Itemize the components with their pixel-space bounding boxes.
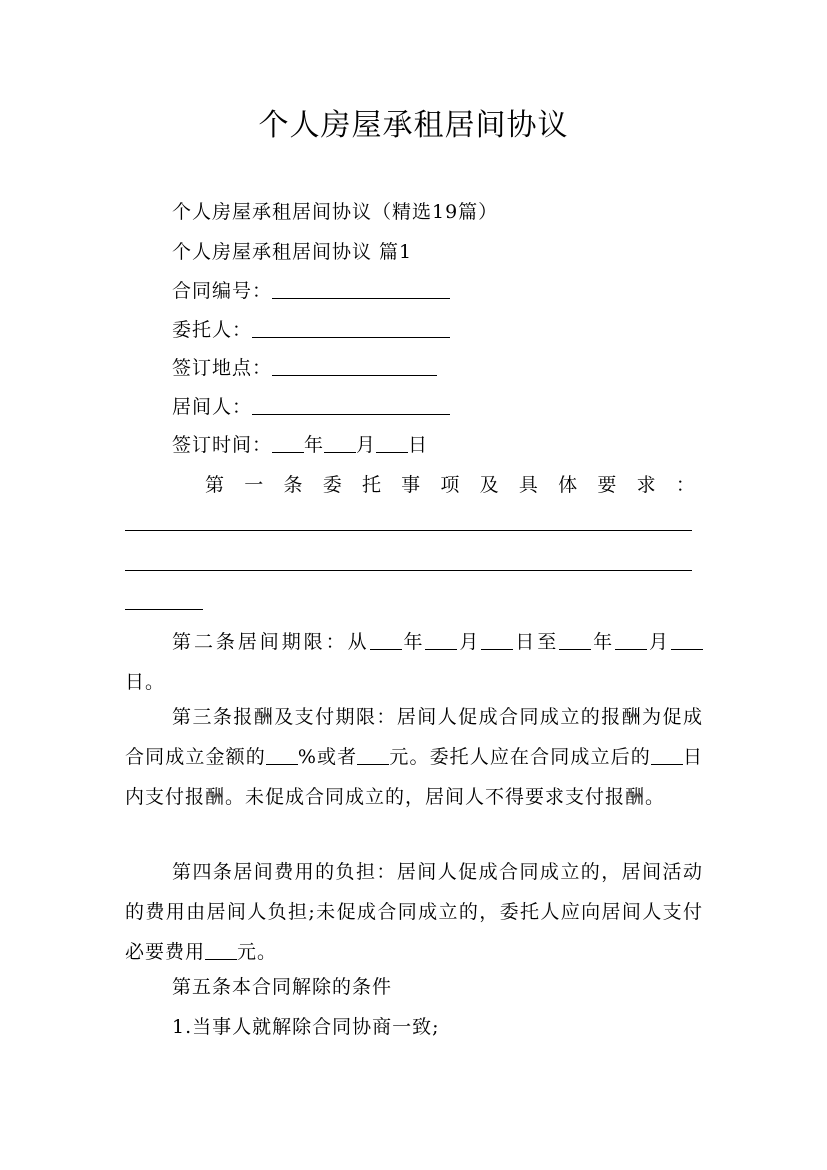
clause5-heading: 第五条本合同解除的条件 — [172, 976, 393, 998]
clause3-amount-blank — [357, 746, 389, 765]
clause3-part1: 第三条报酬及支付期限：居间人促成合同成立的报酬为促成合同成立金额的 — [125, 706, 703, 768]
year-blank — [272, 434, 304, 453]
sign-time-field — [172, 430, 428, 457]
clause4-fee-blank — [205, 941, 237, 960]
clause3-part2: %或者 — [297, 746, 358, 768]
clause4-part1: 第四条居间费用的负担：居间人促成合同成立的，居间活动的费用由居间人负担;未促成合同成立的，委托人应向居间人支付必要费用 — [125, 861, 703, 963]
broker-label: 居间人： — [172, 396, 253, 418]
principal-blank — [252, 319, 450, 338]
clause2-month2: 月 — [647, 631, 671, 653]
document-subtitle: 个人房屋承租居间协议（精选19篇） — [172, 201, 499, 223]
clause3-paragraph — [125, 697, 703, 817]
sign-place-label: 签订地点： — [172, 357, 273, 379]
clause1-char: 一 — [244, 474, 264, 496]
clause1-char: 委 — [322, 474, 342, 496]
clause5-item-1: 1.当事人就解除合同协商一致; — [172, 1016, 440, 1038]
clause1-char: ： — [675, 474, 695, 496]
clause1-char: 事 — [401, 474, 421, 496]
month-blank — [324, 434, 356, 453]
clause1-char: 具 — [518, 474, 538, 496]
sign-time-label: 签订时间： — [172, 434, 273, 456]
contract-number-blank — [272, 280, 450, 299]
clause1-char: 求 — [636, 474, 656, 496]
clause2-month-blank — [425, 631, 457, 650]
year-label: 年 — [304, 434, 325, 456]
clause2-day-to: 日至 — [513, 631, 560, 653]
clause1-char: 托 — [361, 474, 381, 496]
clause4-part2: 元。 — [237, 941, 278, 963]
day-blank — [376, 434, 408, 453]
clause2-year: 年 — [401, 631, 426, 653]
clause2-year2-blank — [559, 631, 591, 650]
clause2-year-blank — [370, 631, 402, 650]
clause1-blank-line-2 — [125, 570, 692, 571]
clause3-days-blank — [651, 746, 683, 765]
clause2-end: 日。 — [125, 671, 166, 693]
principal-field — [172, 315, 450, 342]
clause1-char: 第 — [205, 474, 225, 496]
article-heading: 个人房屋承租居间协议 篇1 — [172, 241, 413, 263]
broker-field — [172, 392, 450, 419]
sign-place-field — [172, 353, 437, 380]
clause2-month: 月 — [457, 631, 482, 653]
document-title: 个人房屋承租居间协议 — [258, 108, 569, 143]
sign-place-blank — [272, 357, 437, 376]
clause1-char: 体 — [558, 474, 578, 496]
clause2-prefix: 第二条居间期限：从 — [172, 631, 370, 653]
month-label: 月 — [356, 434, 377, 456]
clause1-char: 要 — [597, 474, 617, 496]
contract-number-label: 合同编号： — [172, 280, 273, 302]
clause1-char: 条 — [283, 474, 303, 496]
clause2-year2: 年 — [591, 631, 616, 653]
clause1-blank-line-1 — [125, 530, 692, 531]
clause1-heading — [205, 470, 695, 497]
clause2-day-blank — [481, 631, 513, 650]
clause1-blank-line-3 — [125, 609, 203, 610]
clause3-part3: 元。委托人应在合同成立后的 — [389, 746, 651, 768]
clause3-percent-blank — [266, 746, 298, 765]
principal-label: 委托人： — [172, 319, 253, 341]
contract-number-field — [172, 276, 450, 303]
broker-blank — [252, 396, 450, 415]
clause2-day2-blank — [671, 631, 703, 650]
clause1-char: 项 — [440, 474, 460, 496]
clause2-month2-blank — [615, 631, 647, 650]
day-label: 日 — [408, 434, 429, 456]
clause3-part4: 日内支付报酬。未促成合同成立的，居间人不得要求支付报酬。 — [125, 746, 703, 808]
clause2-paragraph — [125, 622, 703, 702]
clause4-paragraph — [125, 852, 703, 972]
clause1-char: 及 — [479, 474, 499, 496]
